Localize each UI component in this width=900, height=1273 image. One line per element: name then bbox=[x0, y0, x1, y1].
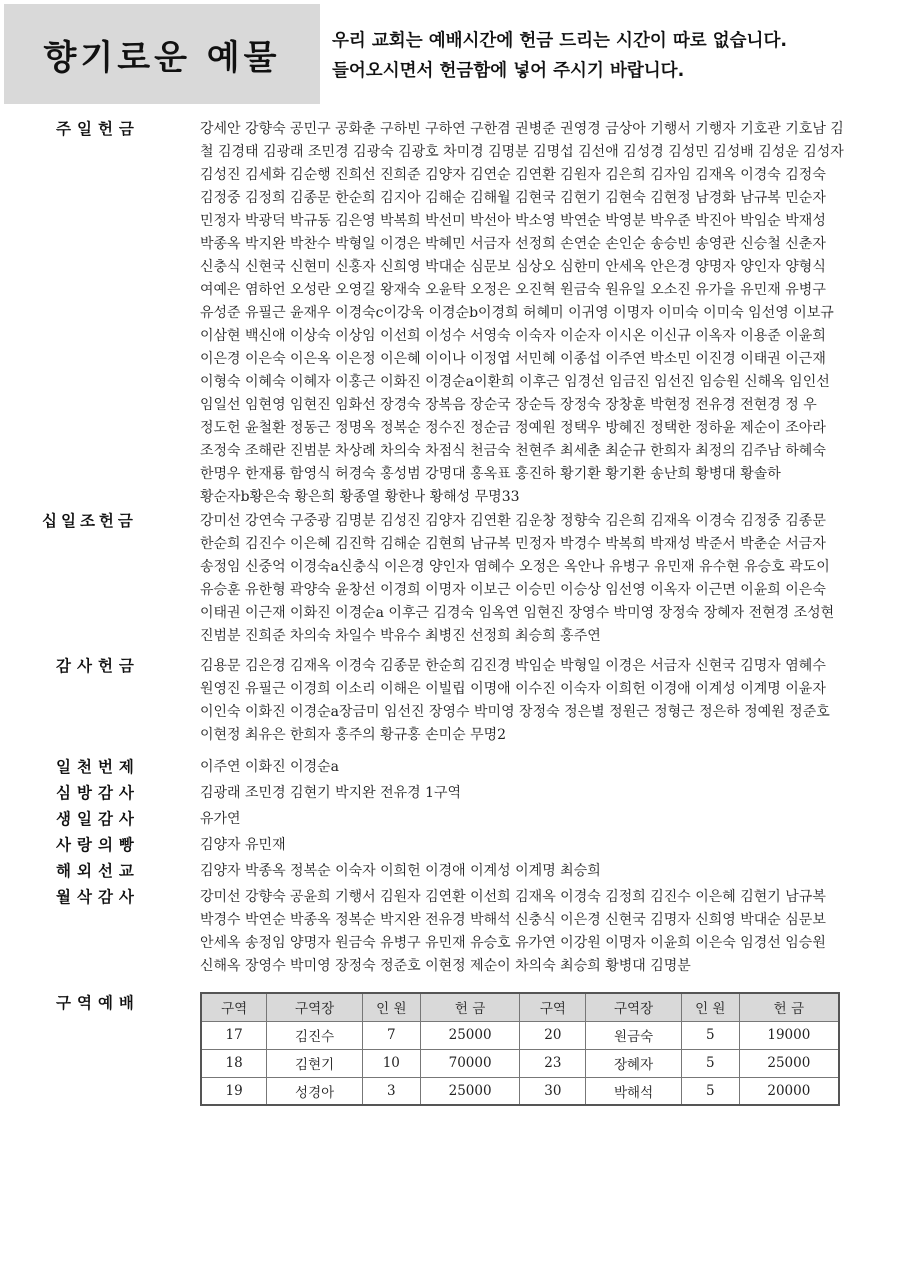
section-thanksgiving-offering bbox=[0, 655, 900, 747]
table-cell: 장혜자 bbox=[586, 1049, 682, 1077]
name-list: 강미선 강향숙 공윤희 기행서 김원자 김연환 이선희 김재옥 이경숙 김정희 김진수 이은혜 김현기 남규복 박경수 박연순 박종옥 정복순 박지완 전유경 박해석 신충식 이은경 신현국 김명자 신희영 박대순 심문보 안세옥 송정임 양명자 원금숙 유병구 유민재 유승호 유가연 이강원 이명자 이윤희 이은숙 임경선 임승원 신해옥 장영수 박미영 장정숙 정준호 이현정 제순이 차의숙 최승희 황병대 김명분 bbox=[200, 889, 826, 974]
section-monthly-thanks bbox=[0, 886, 900, 978]
table-header-row bbox=[201, 993, 839, 1021]
name-list: 김용문 김은경 김재옥 이경숙 김종문 한순희 김진경 박임순 박형일 이경은 서금자 신현국 김명자 염혜수 원영진 유필근 이경희 이소리 이해은 이빌립 이명애 이수진 이숙자 이희헌 이경애 이계성 이계명 이윤자 이인숙 이화진 이경순a장금미 임선진 장영수 박미영 장정숙 정은별 정원근 정형근 정은하 정예원 정준호 이현정 최유은 한희자 홍주의 황규홍 손미순 무명2 bbox=[200, 658, 830, 743]
table-cell: 7 bbox=[362, 1021, 420, 1049]
table-row bbox=[201, 1049, 839, 1077]
table-cell: 3 bbox=[362, 1077, 420, 1105]
table-cell: 김진수 bbox=[267, 1021, 363, 1049]
table-cell: 30 bbox=[520, 1077, 586, 1105]
header bbox=[0, 0, 900, 108]
section-label: 구역예배 bbox=[56, 994, 140, 1012]
table-cell: 성경아 bbox=[267, 1077, 363, 1105]
name-list: 강세안 강향숙 공민구 공화춘 구하빈 구하연 구한겸 권병준 권영경 금상아 기행서 기행자 기호관 기호남 김 철 김경태 김광래 조민경 김광숙 김광호 차미경 김명분 김명섭 김선애 김성경 김성민 김성배 김성운 김성자 김성진 김세화 김순행 진희선 진희준 김양자 김연순 김연환 김원자 김은희 김자임 김재옥 이경숙 김정숙 김정중 김정희 김종문 한순희 김지아 김해순 김해월 김현국 김현기 김현숙 김현정 남경화 남규복 민순자 민정자 박광덕 박규동 김은영 박복희 박선미 박선아 박소영 박연순 박영분 박우준 박진아 박임순 박재성 박종옥 박지완 박찬수 박형일 이경은 박혜민 서금자 선정희 손연순 손인순 송승빈 송영관 신승철 신춘자 신충식 신현국 신현미 신홍자 신희영 박대순 심문보 심상오 심한미 안세옥 안은경 양명자 양인자 양형식 여예은 염하언 오성란 오영길 왕재숙 오윤탁 오정은 오진혁 원금숙 원유일 오소진 유가을 유민재 유병구 유성준 유필근 윤재우 이경숙c이강욱 이경순b이경희 허혜미 이귀영 이명자 이미숙 이미숙 임선영 이보규 이삼현 백신애 이상숙 이상임 이선희 이성수 서영숙 이숙자 이순자 이시온 이신규 이옥자 이용준 이윤희 이은경 이은숙 이은옥 이은정 이은혜 이이나 이정엽 서민혜 이종섭 이주연 박소민 이진경 이태권 이근재 이형숙 이혜숙 이혜자 이홍근 이화진 이경순a이환희 이후근 임경선 임금진 임선진 임승원 신해옥 임인선 임일선 임현영 임현진 임화선 장경숙 장복음 장순국 장순득 장정숙 장창훈 박현정 전유경 전현경 정 우 정도헌 윤철환 정동근 정명옥 정복순 정수진 정순금 정예원 정택우 방혜진 정택한 정하윤 제순이 조아라 조정숙 조해란 진범분 차상례 차의숙 차점식 천금숙 천현주 최세춘 최순규 한희자 최정의 김주남 하혜숙 한명우 한재룡 함영식 허경숙 홍성범 강명대 홍옥표 홍진하 황기환 황기환 송난희 황병대 황솔하 황순자b황은숙 황은희 황종열 황한나 황해성 무명33 bbox=[200, 121, 844, 505]
section-birthday-thanks bbox=[0, 808, 900, 831]
table-cell: 10 bbox=[362, 1049, 420, 1077]
section-label: 해외선교 bbox=[56, 862, 140, 880]
table-cell: 5 bbox=[681, 1077, 739, 1105]
section-overseas-mission bbox=[0, 860, 900, 883]
offering-notice bbox=[332, 26, 892, 86]
column-header: 헌 금 bbox=[420, 993, 520, 1021]
table-cell: 5 bbox=[681, 1021, 739, 1049]
table-cell: 23 bbox=[520, 1049, 586, 1077]
section-love-bread bbox=[0, 834, 900, 857]
table-cell: 20000 bbox=[739, 1077, 839, 1105]
column-header: 구역 bbox=[201, 993, 267, 1021]
section-label: 주일헌금 bbox=[56, 120, 140, 138]
section-label: 십일조헌금 bbox=[42, 512, 137, 530]
district-table bbox=[200, 992, 840, 1106]
section-tithe-offering bbox=[0, 510, 900, 648]
offering-sections bbox=[0, 114, 900, 1106]
table-cell: 김현기 bbox=[267, 1049, 363, 1077]
table-cell: 박해석 bbox=[586, 1077, 682, 1105]
table-cell: 원금숙 bbox=[586, 1021, 682, 1049]
notice-line-2: 들어오시면서 헌금함에 넣어 주시기 바랍니다. bbox=[332, 61, 685, 81]
section-ilchon-offering bbox=[0, 756, 900, 779]
column-header: 인 원 bbox=[681, 993, 739, 1021]
table-cell: 25000 bbox=[420, 1077, 520, 1105]
section-label: 사랑의빵 bbox=[56, 836, 140, 854]
table-cell: 25000 bbox=[420, 1021, 520, 1049]
name-list: 김광래 조민경 김현기 박지완 전유경 1구역 bbox=[200, 785, 462, 801]
name-list: 유가연 bbox=[200, 811, 241, 827]
table-cell: 19000 bbox=[739, 1021, 839, 1049]
name-list: 이주연 이화진 이경순a bbox=[200, 759, 339, 775]
section-label: 생일감사 bbox=[56, 810, 140, 828]
table-cell: 20 bbox=[520, 1021, 586, 1049]
name-list: 김양자 유민재 bbox=[200, 837, 286, 853]
notice-line-1: 우리 교회는 예배시간에 헌금 드리는 시간이 따로 없습니다. bbox=[332, 31, 788, 51]
column-header: 인 원 bbox=[362, 993, 420, 1021]
table-cell: 18 bbox=[201, 1049, 267, 1077]
section-sunday-offering bbox=[0, 118, 900, 509]
title-box bbox=[4, 4, 320, 104]
section-label: 일천번제 bbox=[56, 758, 140, 776]
table-cell: 25000 bbox=[739, 1049, 839, 1077]
section-label: 감사헌금 bbox=[56, 657, 140, 675]
column-header: 헌 금 bbox=[739, 993, 839, 1021]
table-cell: 19 bbox=[201, 1077, 267, 1105]
column-header: 구역장 bbox=[586, 993, 682, 1021]
section-label: 심방감사 bbox=[56, 784, 140, 802]
section-visit-thanks bbox=[0, 782, 900, 805]
page-title: 향기로운 예물 bbox=[43, 37, 281, 78]
section-label: 월삭감사 bbox=[56, 888, 140, 906]
table-row bbox=[201, 1077, 839, 1105]
table-row bbox=[201, 1021, 839, 1049]
column-header: 구역 bbox=[520, 993, 586, 1021]
table-cell: 17 bbox=[201, 1021, 267, 1049]
section-district-worship bbox=[0, 992, 900, 1106]
column-header: 구역장 bbox=[267, 993, 363, 1021]
table-cell: 5 bbox=[681, 1049, 739, 1077]
name-list: 김양자 박종옥 정복순 이숙자 이희헌 이경애 이계성 이계명 최승희 bbox=[200, 863, 601, 879]
name-list: 강미선 강연숙 구중광 김명분 김성진 김양자 김연환 김운창 정향숙 김은희 김재옥 이경숙 김정중 김종문 한순희 김진수 이은혜 김진학 김해순 김현희 남규복 민정자 박경수 박복희 박재성 박준서 박춘순 서금자 송정임 신중억 이경숙a신충식 이은경 양인자 염혜수 오정은 옥안나 유병구 유민재 유수현 유승호 곽도이 유승훈 유한형 곽양숙 윤창선 이경희 이명자 이보근 이승민 이승상 임선영 이옥자 이근면 이윤희 이은숙 이태권 이근재 이화진 이경순a 이후근 김경숙 임옥연 임현진 장영수 박미영 장정숙 장혜자 전현경 조성현 진범분 진희준 차의숙 차일수 박유수 최병진 선정희 최승희 홍주연 bbox=[200, 513, 835, 644]
table-cell: 70000 bbox=[420, 1049, 520, 1077]
